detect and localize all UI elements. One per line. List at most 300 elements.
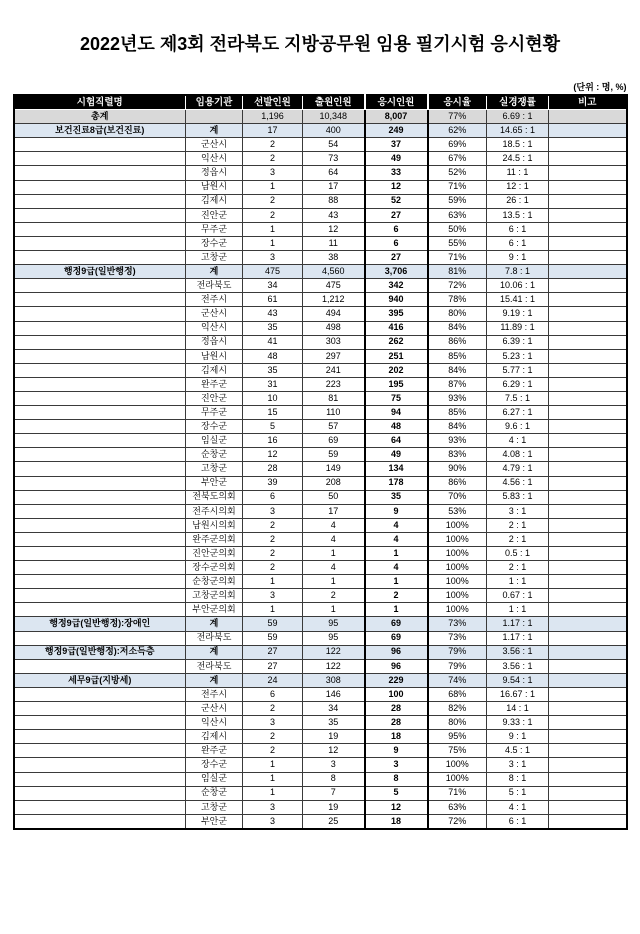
cell-note: [549, 420, 627, 434]
cell-selected: 10: [243, 391, 303, 405]
cell-rate: 75%: [428, 744, 487, 758]
cell-rate: 72%: [428, 279, 487, 293]
cell-ratio: 9.19 : 1: [487, 307, 549, 321]
cell-agency: 임실군: [186, 772, 243, 786]
cell-agency: 계: [186, 265, 243, 279]
cell-applied: 308: [303, 673, 365, 687]
cell-agency: 완주군의회: [186, 532, 243, 546]
cell-ratio: 3 : 1: [487, 504, 549, 518]
cell-rate: 100%: [428, 547, 487, 561]
table-row: [14, 814, 627, 829]
cell-agency: 전북도의회: [186, 490, 243, 504]
cell-note: [549, 603, 627, 617]
cell-note: [549, 631, 627, 645]
cell-rate: 68%: [428, 687, 487, 701]
table-row: [14, 349, 627, 363]
cell-series: [14, 293, 186, 307]
cell-attended: 249: [365, 124, 428, 138]
table-row: [14, 166, 627, 180]
table-row: [14, 180, 627, 194]
cell-selected: 1: [243, 236, 303, 250]
section-subtotal-row: [14, 124, 627, 138]
cell-rate: 77%: [428, 110, 487, 124]
cell-note: [549, 687, 627, 701]
cell-attended: 12: [365, 180, 428, 194]
cell-rate: 73%: [428, 631, 487, 645]
cell-note: [549, 462, 627, 476]
cell-rate: 100%: [428, 532, 487, 546]
cell-ratio: 9.6 : 1: [487, 420, 549, 434]
cell-series: [14, 180, 186, 194]
cell-note: [549, 335, 627, 349]
cell-selected: 39: [243, 476, 303, 490]
cell-ratio: 5.77 : 1: [487, 363, 549, 377]
cell-ratio: 4 : 1: [487, 800, 549, 814]
cell-attended: 9: [365, 504, 428, 518]
cell-note: [549, 772, 627, 786]
cell-rate: 100%: [428, 589, 487, 603]
cell-attended: 134: [365, 462, 428, 476]
cell-agency: 완주군: [186, 744, 243, 758]
cell-series: 행정9급(일반행정): [14, 265, 186, 279]
table-body: [14, 110, 627, 829]
cell-ratio: 3.56 : 1: [487, 659, 549, 673]
cell-agency: 전주시: [186, 293, 243, 307]
cell-attended: 8: [365, 772, 428, 786]
cell-applied: 69: [303, 434, 365, 448]
cell-note: [549, 391, 627, 405]
cell-ratio: 6 : 1: [487, 814, 549, 829]
cell-rate: 100%: [428, 758, 487, 772]
cell-series: 보건진료8급(보건진료): [14, 124, 186, 138]
cell-series: [14, 631, 186, 645]
cell-agency: 남원시: [186, 180, 243, 194]
col-header-applied: 출원인원: [303, 95, 365, 110]
table-row: [14, 786, 627, 800]
cell-agency: 전라북도: [186, 659, 243, 673]
cell-applied: 10,348: [303, 110, 365, 124]
cell-attended: 8,007: [365, 110, 428, 124]
table-row: [14, 504, 627, 518]
cell-ratio: 6 : 1: [487, 236, 549, 250]
table-row: [14, 758, 627, 772]
unit-note: (단위 : 명, %): [573, 82, 627, 92]
cell-selected: 3: [243, 504, 303, 518]
cell-applied: 146: [303, 687, 365, 701]
cell-agency: 익산시: [186, 321, 243, 335]
cell-applied: 88: [303, 194, 365, 208]
cell-agency: 전주시: [186, 687, 243, 701]
table-row: [14, 772, 627, 786]
cell-ratio: 8 : 1: [487, 772, 549, 786]
cell-applied: 54: [303, 138, 365, 152]
cell-agency: 부안군: [186, 814, 243, 829]
cell-rate: 80%: [428, 716, 487, 730]
cell-note: [549, 180, 627, 194]
cell-selected: 475: [243, 265, 303, 279]
cell-selected: 3: [243, 251, 303, 265]
cell-attended: 64: [365, 434, 428, 448]
table-row: [14, 222, 627, 236]
cell-attended: 251: [365, 349, 428, 363]
table-row: [14, 293, 627, 307]
cell-agency: 계: [186, 645, 243, 659]
cell-selected: 35: [243, 363, 303, 377]
cell-selected: 35: [243, 321, 303, 335]
cell-note: [549, 589, 627, 603]
cell-attended: 1: [365, 603, 428, 617]
cell-attended: 75: [365, 391, 428, 405]
cell-agency: 계: [186, 124, 243, 138]
cell-note: [549, 673, 627, 687]
cell-selected: 3: [243, 716, 303, 730]
table-row: [14, 730, 627, 744]
cell-ratio: 6 : 1: [487, 222, 549, 236]
cell-attended: 5: [365, 786, 428, 800]
cell-ratio: 0.67 : 1: [487, 589, 549, 603]
cell-attended: 6: [365, 222, 428, 236]
table-row: [14, 575, 627, 589]
cell-applied: 43: [303, 208, 365, 222]
cell-rate: 59%: [428, 194, 487, 208]
cell-selected: 2: [243, 744, 303, 758]
cell-applied: 17: [303, 504, 365, 518]
cell-note: [549, 406, 627, 420]
cell-agency: 남원시: [186, 349, 243, 363]
cell-note: [549, 532, 627, 546]
table-row: [14, 687, 627, 701]
cell-applied: 12: [303, 222, 365, 236]
cell-attended: 3: [365, 758, 428, 772]
cell-applied: 95: [303, 617, 365, 631]
cell-selected: 2: [243, 138, 303, 152]
cell-attended: 69: [365, 631, 428, 645]
cell-note: [549, 758, 627, 772]
cell-selected: 2: [243, 518, 303, 532]
cell-applied: 19: [303, 730, 365, 744]
cell-rate: 86%: [428, 335, 487, 349]
cell-note: [549, 363, 627, 377]
cell-attended: 27: [365, 208, 428, 222]
cell-attended: 3,706: [365, 265, 428, 279]
cell-note: [549, 547, 627, 561]
cell-rate: 79%: [428, 659, 487, 673]
cell-attended: 96: [365, 659, 428, 673]
cell-attended: 4: [365, 532, 428, 546]
cell-attended: 12: [365, 800, 428, 814]
cell-attended: 229: [365, 673, 428, 687]
cell-series: [14, 138, 186, 152]
cell-note: [549, 645, 627, 659]
cell-rate: 50%: [428, 222, 487, 236]
cell-note: [549, 448, 627, 462]
cell-rate: 71%: [428, 251, 487, 265]
cell-rate: 93%: [428, 391, 487, 405]
cell-applied: 1,212: [303, 293, 365, 307]
cell-ratio: 14 : 1: [487, 702, 549, 716]
cell-ratio: 4.5 : 1: [487, 744, 549, 758]
cell-ratio: 3.56 : 1: [487, 645, 549, 659]
cell-note: [549, 124, 627, 138]
cell-note: [549, 518, 627, 532]
cell-agency: 계: [186, 673, 243, 687]
cell-ratio: 9 : 1: [487, 251, 549, 265]
table-row: [14, 236, 627, 250]
cell-series: [14, 420, 186, 434]
cell-note: [549, 307, 627, 321]
cell-note: [549, 138, 627, 152]
cell-note: [549, 490, 627, 504]
cell-agency: 정읍시: [186, 335, 243, 349]
table-row: [14, 589, 627, 603]
cell-rate: 72%: [428, 814, 487, 829]
cell-applied: 475: [303, 279, 365, 293]
cell-ratio: 7.5 : 1: [487, 391, 549, 405]
cell-rate: 62%: [428, 124, 487, 138]
cell-ratio: 12 : 1: [487, 180, 549, 194]
cell-rate: 100%: [428, 603, 487, 617]
cell-applied: 81: [303, 391, 365, 405]
cell-attended: 262: [365, 335, 428, 349]
cell-rate: 71%: [428, 180, 487, 194]
cell-rate: 93%: [428, 434, 487, 448]
table-row: [14, 363, 627, 377]
cell-note: [549, 208, 627, 222]
cell-agency: 장수군의회: [186, 561, 243, 575]
cell-series: 행정9급(일반행정):장애인: [14, 617, 186, 631]
cell-selected: 3: [243, 800, 303, 814]
cell-applied: 110: [303, 406, 365, 420]
col-header-attended: 응시인원: [365, 95, 428, 110]
cell-applied: 4: [303, 561, 365, 575]
table-row: [14, 702, 627, 716]
cell-agency: 순창군: [186, 786, 243, 800]
cell-ratio: 2 : 1: [487, 518, 549, 532]
cell-note: [549, 321, 627, 335]
cell-selected: 2: [243, 561, 303, 575]
cell-selected: 24: [243, 673, 303, 687]
cell-agency: 장수군: [186, 420, 243, 434]
table-row: [14, 518, 627, 532]
table-row: [14, 335, 627, 349]
cell-selected: 3: [243, 166, 303, 180]
cell-note: [549, 744, 627, 758]
cell-attended: 28: [365, 716, 428, 730]
cell-selected: 2: [243, 730, 303, 744]
cell-attended: 9: [365, 744, 428, 758]
cell-attended: 33: [365, 166, 428, 180]
cell-rate: 80%: [428, 307, 487, 321]
cell-selected: 6: [243, 490, 303, 504]
cell-applied: 4: [303, 518, 365, 532]
cell-ratio: 26 : 1: [487, 194, 549, 208]
cell-selected: 5: [243, 420, 303, 434]
table-row: [14, 659, 627, 673]
cell-agency: 진안군: [186, 391, 243, 405]
cell-series: [14, 659, 186, 673]
cell-applied: 59: [303, 448, 365, 462]
cell-agency: 전라북도: [186, 279, 243, 293]
cell-agency: 부안군의회: [186, 603, 243, 617]
section-subtotal-row: [14, 673, 627, 687]
cell-ratio: 16.67 : 1: [487, 687, 549, 701]
cell-applied: 3: [303, 758, 365, 772]
cell-ratio: 4.56 : 1: [487, 476, 549, 490]
cell-series: [14, 448, 186, 462]
cell-rate: 100%: [428, 575, 487, 589]
cell-ratio: 5.23 : 1: [487, 349, 549, 363]
cell-selected: 1: [243, 575, 303, 589]
cell-attended: 395: [365, 307, 428, 321]
table-row: [14, 547, 627, 561]
table-row: [14, 631, 627, 645]
cell-series: [14, 349, 186, 363]
cell-applied: 4: [303, 532, 365, 546]
cell-rate: 90%: [428, 462, 487, 476]
cell-series: [14, 391, 186, 405]
cell-rate: 78%: [428, 293, 487, 307]
cell-series: [14, 603, 186, 617]
table-row: [14, 391, 627, 405]
cell-rate: 63%: [428, 208, 487, 222]
cell-series: [14, 786, 186, 800]
cell-applied: 25: [303, 814, 365, 829]
cell-agency: 익산시: [186, 152, 243, 166]
cell-attended: 18: [365, 730, 428, 744]
cell-attended: 100: [365, 687, 428, 701]
cell-series: [14, 434, 186, 448]
cell-series: [14, 194, 186, 208]
cell-ratio: 1.17 : 1: [487, 631, 549, 645]
exam-attendance-table: [13, 94, 628, 830]
table-row: [14, 532, 627, 546]
cell-series: [14, 758, 186, 772]
cell-ratio: 4 : 1: [487, 434, 549, 448]
table-row: [14, 138, 627, 152]
table-row: [14, 152, 627, 166]
cell-selected: 41: [243, 335, 303, 349]
col-header-rate: 응시율: [428, 95, 487, 110]
cell-ratio: 7.8 : 1: [487, 265, 549, 279]
cell-selected: 1: [243, 222, 303, 236]
cell-applied: 34: [303, 702, 365, 716]
cell-note: [549, 575, 627, 589]
cell-agency: 전라북도: [186, 631, 243, 645]
cell-ratio: 3 : 1: [487, 758, 549, 772]
cell-note: [549, 814, 627, 829]
document-page: [0, 30, 640, 830]
cell-series: [14, 476, 186, 490]
cell-ratio: 6.27 : 1: [487, 406, 549, 420]
cell-applied: 122: [303, 659, 365, 673]
cell-selected: 15: [243, 406, 303, 420]
table-row: [14, 307, 627, 321]
cell-ratio: 5.83 : 1: [487, 490, 549, 504]
cell-ratio: 11 : 1: [487, 166, 549, 180]
cell-attended: 1: [365, 547, 428, 561]
cell-note: [549, 293, 627, 307]
cell-ratio: 24.5 : 1: [487, 152, 549, 166]
cell-attended: 2: [365, 589, 428, 603]
cell-rate: 95%: [428, 730, 487, 744]
cell-applied: 494: [303, 307, 365, 321]
table-row: [14, 800, 627, 814]
table-row: [14, 434, 627, 448]
cell-ratio: 4.79 : 1: [487, 462, 549, 476]
cell-series: [14, 814, 186, 829]
cell-series: [14, 279, 186, 293]
cell-agency: 김제시: [186, 730, 243, 744]
cell-rate: 84%: [428, 321, 487, 335]
cell-selected: 48: [243, 349, 303, 363]
cell-applied: 400: [303, 124, 365, 138]
cell-rate: 85%: [428, 349, 487, 363]
cell-agency: 진안군의회: [186, 547, 243, 561]
cell-agency: 장수군: [186, 236, 243, 250]
cell-note: [549, 152, 627, 166]
cell-attended: 178: [365, 476, 428, 490]
cell-selected: 27: [243, 659, 303, 673]
cell-agency: 전주시의회: [186, 504, 243, 518]
cell-note: [549, 800, 627, 814]
cell-attended: 18: [365, 814, 428, 829]
col-header-series: 시험직렬명: [14, 95, 186, 110]
cell-attended: 28: [365, 702, 428, 716]
cell-rate: 67%: [428, 152, 487, 166]
table-row: [14, 476, 627, 490]
cell-agency: [186, 110, 243, 124]
total-row: [14, 110, 627, 124]
cell-attended: 49: [365, 152, 428, 166]
cell-note: [549, 786, 627, 800]
cell-agency: 무주군: [186, 222, 243, 236]
cell-series: [14, 532, 186, 546]
cell-applied: 1: [303, 575, 365, 589]
cell-series: [14, 589, 186, 603]
table-row: [14, 490, 627, 504]
cell-rate: 82%: [428, 702, 487, 716]
cell-agency: 임실군: [186, 434, 243, 448]
cell-agency: 순창군의회: [186, 575, 243, 589]
table-row: [14, 406, 627, 420]
cell-selected: 1: [243, 603, 303, 617]
cell-note: [549, 476, 627, 490]
col-header-selected: 선발인원: [243, 95, 303, 110]
table-row: [14, 603, 627, 617]
cell-rate: 100%: [428, 518, 487, 532]
cell-agency: 고창군: [186, 462, 243, 476]
table-row: [14, 744, 627, 758]
cell-ratio: 6.29 : 1: [487, 377, 549, 391]
cell-ratio: 1 : 1: [487, 575, 549, 589]
cell-attended: 195: [365, 377, 428, 391]
cell-rate: 69%: [428, 138, 487, 152]
cell-agency: 순창군: [186, 448, 243, 462]
cell-note: [549, 659, 627, 673]
cell-series: [14, 166, 186, 180]
cell-applied: 57: [303, 420, 365, 434]
cell-ratio: 18.5 : 1: [487, 138, 549, 152]
cell-selected: 12: [243, 448, 303, 462]
cell-selected: 17: [243, 124, 303, 138]
cell-ratio: 2 : 1: [487, 561, 549, 575]
cell-ratio: 9.33 : 1: [487, 716, 549, 730]
cell-rate: 73%: [428, 617, 487, 631]
section-subtotal-row: [14, 265, 627, 279]
cell-ratio: 4.08 : 1: [487, 448, 549, 462]
cell-series: [14, 321, 186, 335]
cell-rate: 100%: [428, 772, 487, 786]
